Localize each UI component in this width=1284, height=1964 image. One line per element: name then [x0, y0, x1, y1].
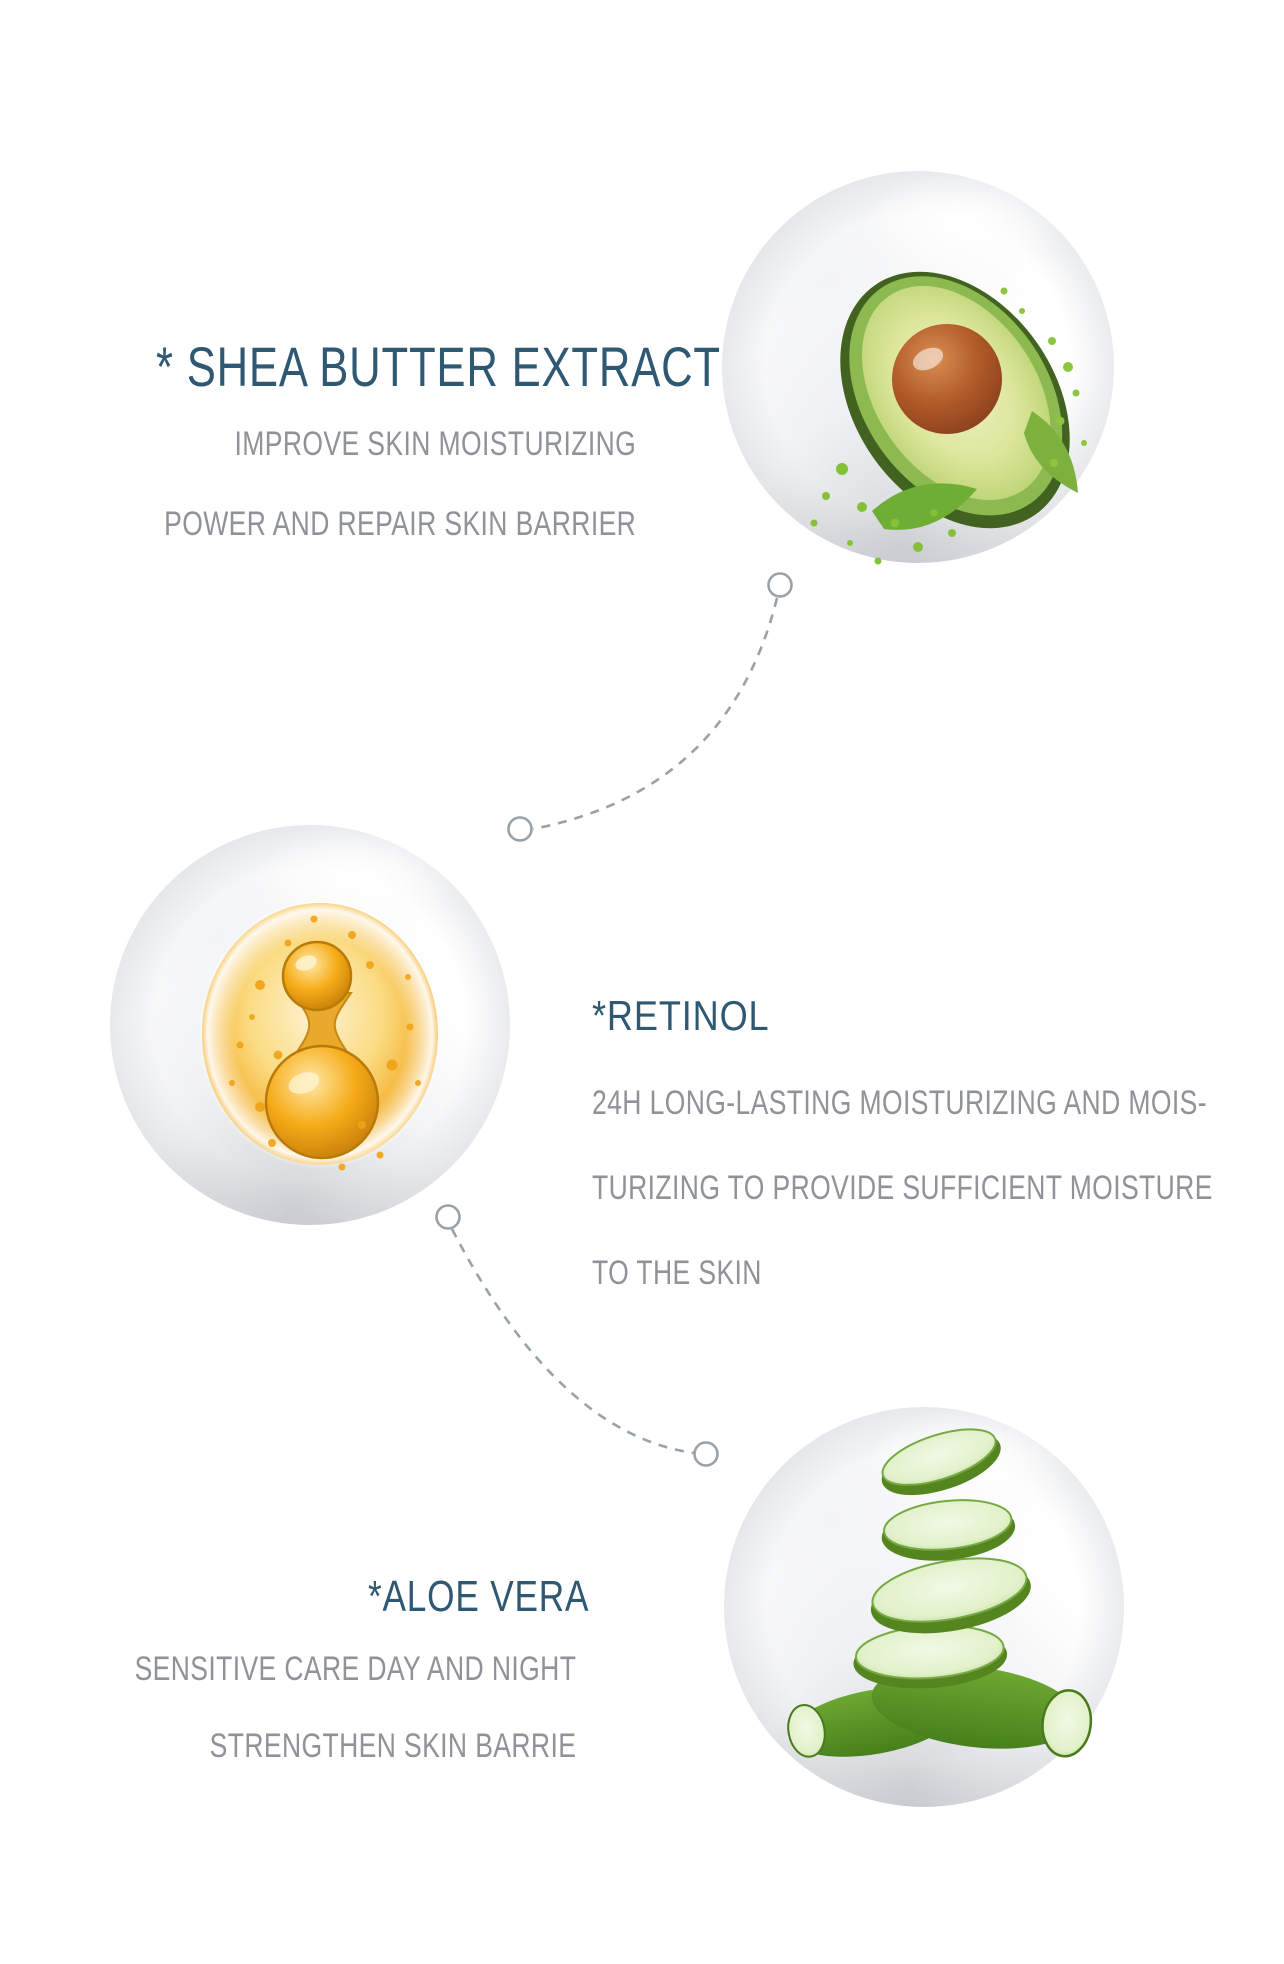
text-line: STRENGTHEN SKIN BARRIE: [209, 1727, 576, 1765]
avocado-icon: [722, 171, 1114, 563]
avocado-glass-bubble: [722, 171, 1114, 563]
retinol-title: *RETINOL: [592, 991, 770, 1039]
aloe-title: *ALOE VERA: [368, 1571, 590, 1621]
dashed-connector-line: [533, 598, 777, 829]
text-line: TO THE SKIN: [592, 1254, 762, 1292]
shea-title: * SHEA BUTTER EXTRACT: [156, 334, 721, 398]
aloe-description: [134, 1631, 576, 1785]
aloe-glass-bubble: [724, 1407, 1124, 1807]
oil-glass-bubble: [110, 825, 510, 1225]
text-line: 24H LONG-LASTING MOISTURIZING AND MOIS-: [592, 1084, 1207, 1122]
text-line: POWER AND REPAIR SKIN BARRIER: [163, 505, 636, 543]
connector-endpoint-circle: [695, 1443, 718, 1466]
connector-endpoint-circle: [509, 818, 532, 841]
text-line: SENSITIVE CARE DAY AND NIGHT: [134, 1650, 576, 1688]
text-line: TURIZING TO PROVIDE SUFFICIENT MOISTURE: [592, 1169, 1213, 1207]
oil-droplets-icon: [110, 825, 510, 1225]
text-line: IMPROVE SKIN MOISTURIZING: [234, 425, 637, 463]
retinol-description: [592, 1061, 1213, 1316]
connector-endpoint-circle: [769, 574, 792, 597]
aloe-icon: [724, 1407, 1124, 1807]
shea-description: [164, 404, 636, 564]
